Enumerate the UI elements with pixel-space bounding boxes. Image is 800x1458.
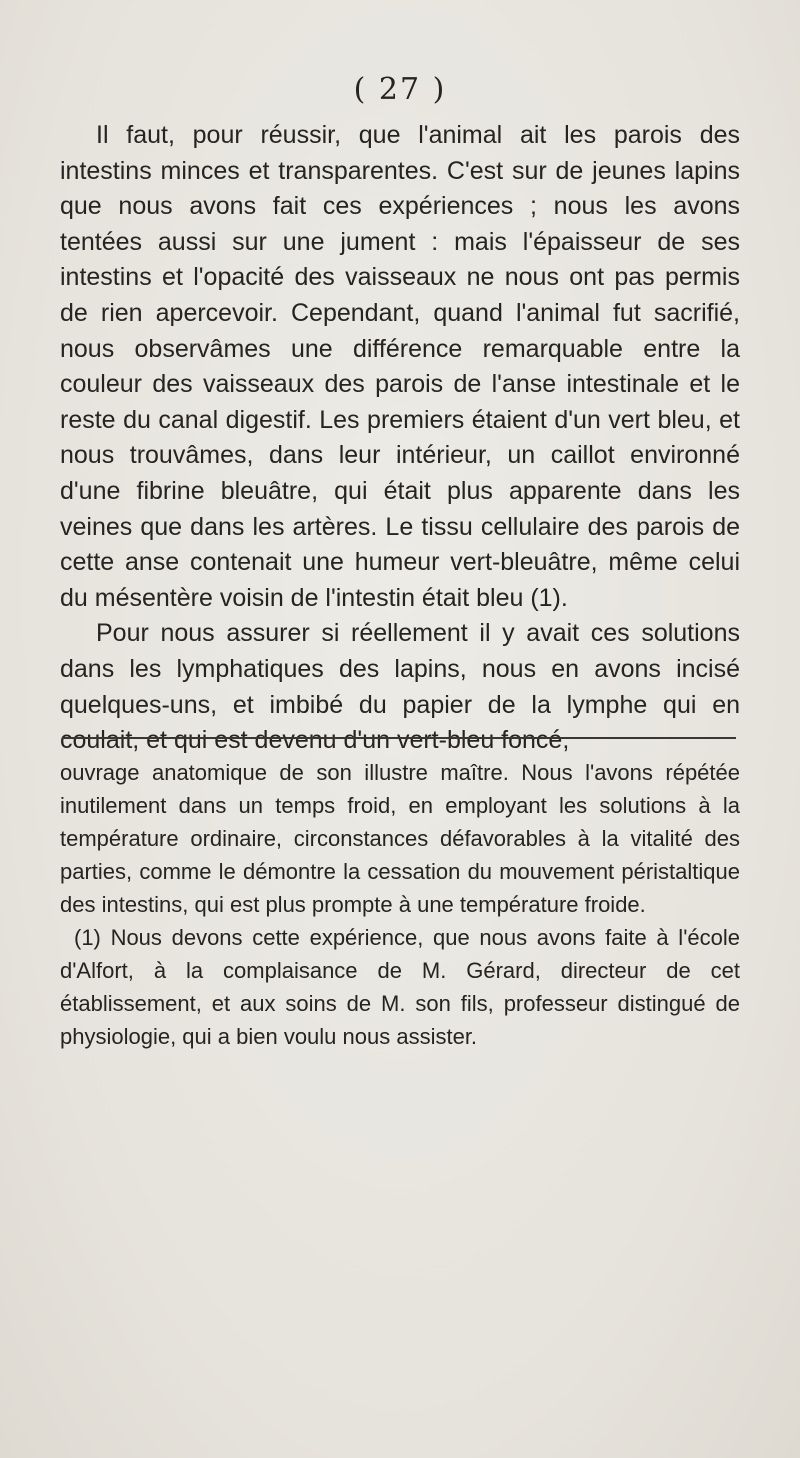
footnote-continuation: ouvrage anatomique de son illustre maître. Nous l'avons répétée inutilement dans un temps froid, en employant les solutions à la température ordinaire, circonstances défavorables à la vitalité des parties, comme le démontre la cessation du mouvement péristaltique des intestins, qui est plus prompte à une température froide. bbox=[60, 760, 740, 917]
page-number: ( 27 ) bbox=[353, 72, 447, 107]
footnote-1: (1) Nous devons cette expérience, que nous avons faite à l'école d'Alfort, à la complaisance de M. Gérard, directeur de cet établissement, et aux soins de M. son fils, professeur distingué de physiologie, qui a bien voulu nous assister. bbox=[60, 925, 740, 1049]
footnote-separator-rule bbox=[62, 737, 736, 739]
footnotes bbox=[60, 756, 740, 1053]
body-paragraph-1: Il faut, pour réussir, que l'animal ait les parois des intestins minces et transparentes. C'est sur de jeunes lapins que nous avons fait ces expériences ; nous les avons tentées aussi sur une jument : mais l'épaisseur de ses intestins et l'opacité des vaisseaux ne nous ont pas permis de rien apercevoir. Cependant, quand l'animal fut sacrifié, nous observâmes une différence remarquable entre la couleur des vaisseaux des parois de l'anse intestinale et le reste du canal digestif. Les premiers étaient d'un vert bleu, et nous trouvâmes, dans leur intérieur, un caillot environné d'une fibrine bleuâtre, qui était plus apparente dans les veines que dans les artères. Le tissu cellulaire des parois de cette anse contenait une humeur vert-bleuâtre, même celui du mésentère voisin de l'intestin était bleu (1). bbox=[60, 121, 740, 612]
main-text bbox=[60, 118, 740, 759]
body-paragraph-2: Pour nous assurer si réellement il y avait ces solutions dans les lymphatiques des lapins, nous en avons incisé quelques-uns, et imbibé du papier de la lymphe qui en coulait, et qui est devenu d'un vert-bleu foncé, bbox=[60, 619, 740, 755]
